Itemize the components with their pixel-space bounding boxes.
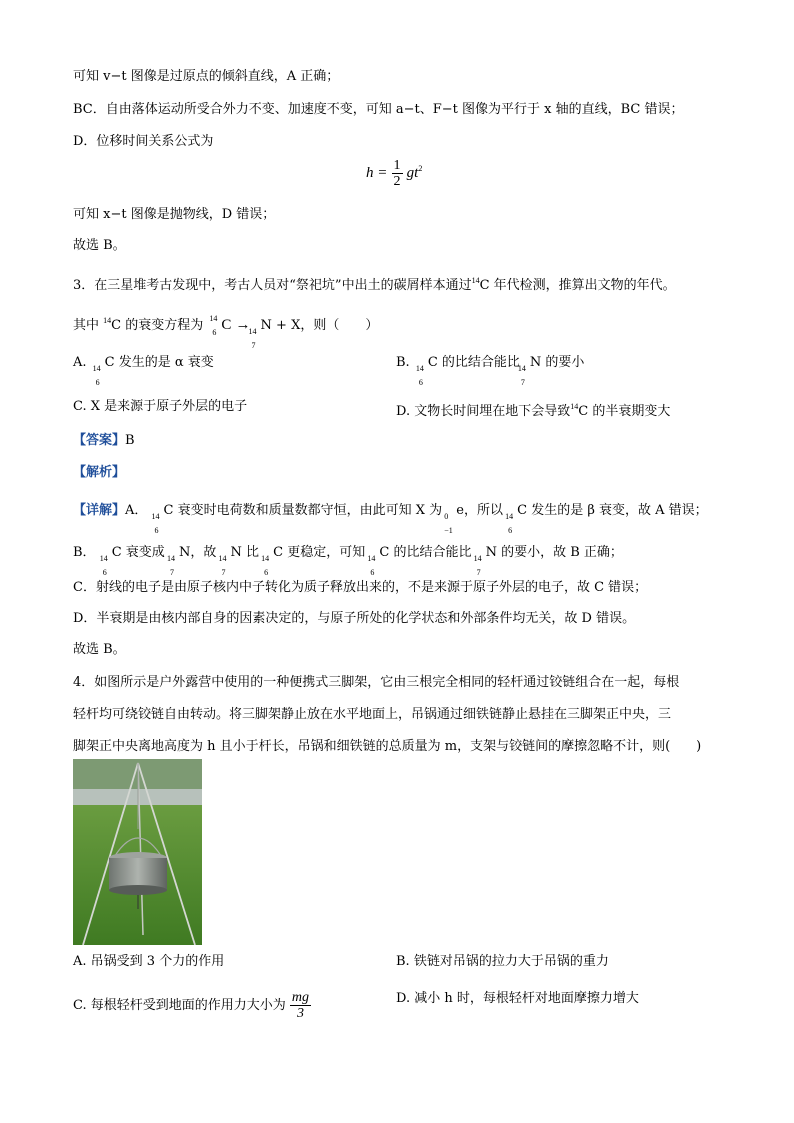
option-label: C. xyxy=(73,399,87,414)
detail-line-b xyxy=(73,544,623,577)
mass-number: 14 xyxy=(209,314,218,323)
tripod-photo xyxy=(73,759,202,945)
mass-number: 14 xyxy=(151,512,160,521)
atomic-number: 6 xyxy=(154,526,159,535)
atomic-number: 7 xyxy=(169,568,174,577)
option-text: C 的半衰期变大 xyxy=(578,404,671,419)
option-text: C 的比结合能比 xyxy=(427,355,520,370)
atomic-number: 7 xyxy=(476,568,481,577)
atomic-number: 6 xyxy=(508,526,513,535)
option-text: N 的要小 xyxy=(529,355,585,370)
atomic-number: 6 xyxy=(418,378,423,387)
reaction-arrow: → xyxy=(235,317,251,333)
mass-number: 14 xyxy=(103,316,112,325)
mass-number: 14 xyxy=(218,554,227,563)
mass-number: 0 xyxy=(444,512,449,521)
detail-text: C 衰变成 xyxy=(111,545,165,560)
atomic-number: 6 xyxy=(370,568,375,577)
q3-stem-text: 3．在三星堆考古发现中，考古人员对“祭祀坑”中出土的碳屑样本通过 xyxy=(73,278,472,293)
analysis-tag-line xyxy=(73,464,125,482)
detail-tag: 【详解】 xyxy=(73,503,126,518)
q3-stem-line2 xyxy=(73,312,379,350)
q4-stem-line1: 4．如图所示是户外露营中使用的一种便携式三脚架，它由三根完全相同的轻杆通过铰链组合在一起，每根 xyxy=(73,675,680,690)
mass-number: 14 xyxy=(99,554,108,563)
detail-line-a xyxy=(73,502,708,535)
mass-number: 14 xyxy=(367,554,376,563)
formula-exponent: 2 xyxy=(418,164,423,173)
atomic-number: 6 xyxy=(95,378,100,387)
detail-text: N 的要小，故 B 正确； xyxy=(485,545,623,560)
mass-number: 14 xyxy=(505,512,514,521)
mass-number: 14 xyxy=(261,554,270,563)
atomic-number: 6 xyxy=(264,568,269,577)
atomic-number: 6 xyxy=(212,328,217,337)
mass-number: 14 xyxy=(570,402,579,411)
text-line: D．位移时间关系公式为 xyxy=(73,134,214,149)
detail-text: N，故 xyxy=(178,545,217,560)
detail-line-end: 故选 B。 xyxy=(73,642,126,657)
option-label: B. xyxy=(396,355,410,370)
detail-line-c: C．射线的电子是由原子核内中子转化为质子释放出来的，不是来源于原子外层的电子，故 C 错误； xyxy=(73,580,648,595)
detail-text: N 比 xyxy=(230,545,259,560)
detail-text: B． xyxy=(73,545,96,560)
q3-stem-text: C 的衰变方程为 xyxy=(111,318,204,333)
q3-stem-text: 其中 xyxy=(73,318,100,333)
fraction-denominator: 3 xyxy=(296,1006,304,1021)
text-line: 可知 v−t 图像是过原点的倾斜直线，A 正确； xyxy=(73,69,340,84)
option-label: D. xyxy=(396,404,411,419)
atomic-number: 7 xyxy=(520,378,525,387)
detail-text: C 的比结合能比 xyxy=(379,545,472,560)
option-text: C. 每根轻杆受到地面的作用力大小为 xyxy=(73,998,286,1013)
mass-number: 14 xyxy=(473,554,482,563)
atomic-number: 6 xyxy=(102,568,107,577)
formula-lhs: h = xyxy=(366,165,388,181)
q3-option-b[interactable] xyxy=(396,354,585,387)
detail-line-d: D．半衰期是由核内部自身的因素决定的，与原子所处的化学状态和外部条件均无关，故 D 错误。 xyxy=(73,611,636,626)
mass-number: 14 xyxy=(248,327,257,336)
detail-text: C 衰变时电荷数和质量数都守恒，由此可知 X 为 xyxy=(163,503,443,518)
answer-line xyxy=(73,432,135,450)
mass-number: 14 xyxy=(92,364,101,373)
atomic-number: 7 xyxy=(251,341,256,350)
equation-tail: N + X，则（ ） xyxy=(260,318,379,333)
formula-fraction xyxy=(392,158,403,189)
analysis-tag: 【解析】 xyxy=(73,465,126,480)
option-text: X 是来源于原子外层的电子 xyxy=(90,399,248,414)
mass-number: 14 xyxy=(166,554,175,563)
text-line: 故选 B。 xyxy=(73,238,126,253)
pot-bottom xyxy=(109,885,167,895)
q4-option-b[interactable]: B. 铁链对吊锅的拉力大于吊锅的重力 xyxy=(396,954,609,969)
q3-option-d[interactable] xyxy=(396,398,670,421)
q4-stem-line3: 脚架正中央离地高度为 h 且小于杆长，吊锅和细铁链的总质量为 m，支架与铰链间的摩擦忽略不计，则( ) xyxy=(73,739,702,754)
fraction-numerator: mg xyxy=(291,990,310,1005)
q3-option-a[interactable] xyxy=(73,354,214,387)
option-text: 文物长时间埋在地下会导致 xyxy=(414,404,571,419)
nuclide-carbon xyxy=(209,314,232,337)
mass-number: 14 xyxy=(517,364,526,373)
q4-option-d[interactable]: D. 减小 h 时，每根轻杆对地面摩擦力增大 xyxy=(396,991,639,1006)
q4-option-a[interactable]: A. 吊锅受到 3 个力的作用 xyxy=(73,954,225,969)
option-label: A. xyxy=(73,355,87,370)
q4-option-c[interactable] xyxy=(73,990,311,1021)
atomic-number: 7 xyxy=(221,568,226,577)
element-symbol: C xyxy=(221,317,232,333)
detail-text: e，所以 xyxy=(456,503,503,518)
q3-option-c[interactable] xyxy=(73,398,247,416)
fraction-numerator: 1 xyxy=(393,158,401,173)
fraction-denominator: 2 xyxy=(393,174,401,189)
answer-tag: 【答案】 xyxy=(73,433,126,448)
q4-stem-line2: 轻杆均可绕铰链自由转动。将三脚架静止放在水平地面上，吊锅通过细铁链静止悬挂在三脚架正中央，三 xyxy=(73,707,672,722)
answer-value: B xyxy=(125,433,135,448)
q3-stem-line1 xyxy=(73,272,676,295)
option-c-fraction xyxy=(290,990,311,1021)
option-text: C 发生的是 α 衰变 xyxy=(104,355,214,370)
detail-text: C 更稳定，可知 xyxy=(273,545,366,560)
formula-displacement xyxy=(366,158,422,189)
detail-text: C 发生的是 β 衰变，故 A 错误； xyxy=(517,503,708,518)
text-line: BC．自由落体运动所受合外力不变、加速度不变，可知 a−t、F−t 图像为平行于 x 轴的直线，BC 错误； xyxy=(73,102,684,117)
text-line: 可知 x−t 图像是抛物线，D 错误； xyxy=(73,207,276,222)
q3-stem-text: C 年代检测，推算出文物的年代。 xyxy=(479,278,676,293)
mass-number: 14 xyxy=(471,276,480,285)
charge-number: −1 xyxy=(444,526,453,535)
mass-number: 14 xyxy=(415,364,424,373)
detail-text: A． xyxy=(125,503,148,518)
formula-rhs: gt xyxy=(406,165,419,181)
